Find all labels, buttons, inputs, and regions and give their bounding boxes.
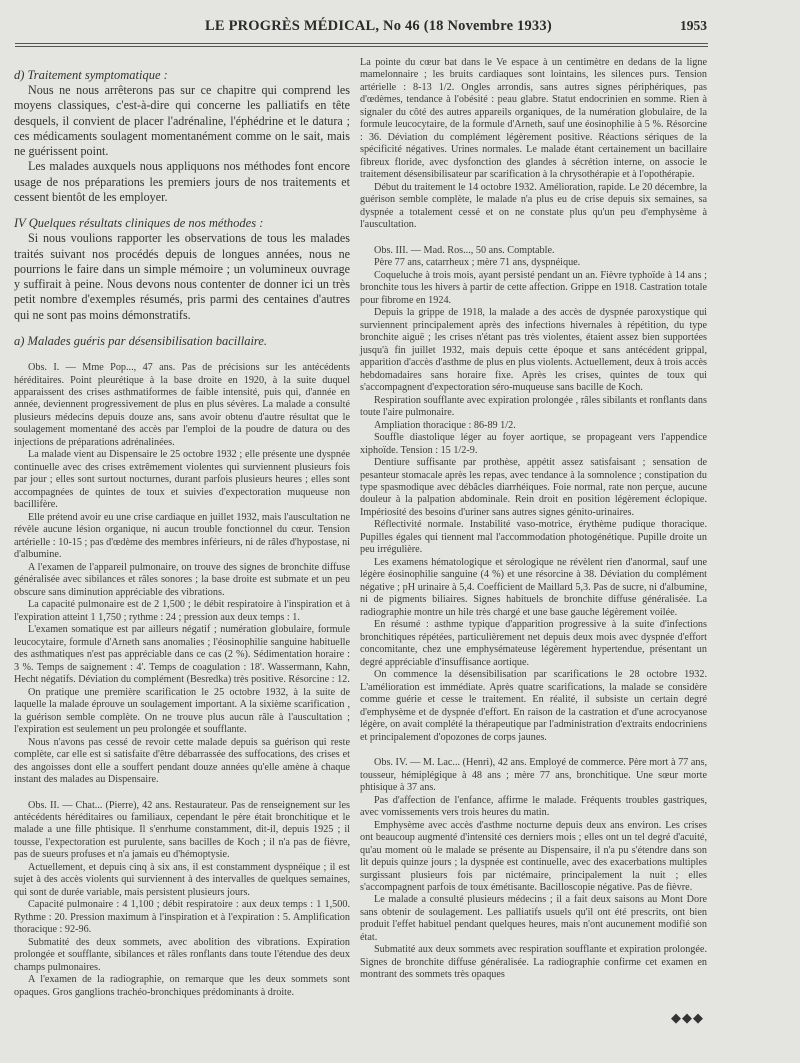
body-paragraph: Submatité aux deux sommets avec respiration soufflante et expiration prolongée. Signes de bronchite diffuse généralisée. La radiographie confirme cet examen en montrant des sommets très opaques — [360, 944, 707, 981]
body-paragraph: La capacité pulmonaire est de 2 1,500 ; le débit respiratoire à l'inspiration et à l'expiration atteint 1 1,750 ; rythme : 24 ; pression aux deux temps : 1. — [14, 599, 350, 623]
body-paragraph: On pratique une première scarification le 25 octobre 1932, à la suite de laquelle la malade éprouve un soulagement important. A la sixième scarification , la guérison semble complète. On ne trouve plus aucun râle à l'auscultation ; l'expiration est seulement un peu prolongée et soufflante. — [14, 686, 350, 736]
case-observation-paragraph: Obs. IV. — M. Lac... (Henri), 42 ans. Employé de commerce. Père mort à 77 ans, tousseur, hémiplégique à 48 ans ; mère 77 ans, bronchitique. Une sœur morte phtisique à 37 ans. — [360, 757, 707, 794]
case-observation-paragraph: Obs. II. — Chat... (Pierre), 42 ans. Restaurateur. Pas de renseignement sur les antécédents héréditaires ou familiaux, cependant le père était bronchitique et le malade a une fille phtisique. Il s'enrhume constamment, dit-il, depuis 1925 ; il tousse, l'expectoration est purulente, sans bacilles de Koch ; il n'a pas de fièvre, pas de sueurs profuses et n'a jamais eu d'hémoptysie. — [14, 799, 350, 861]
body-paragraph: L'examen somatique est par ailleurs négatif ; numération globulaire, formule leucocytaire, formule d'Arneth sans anomalies ; l'éosinophilie sanguine habituelle des asthmatiques n'est pas appréciable dans ce cas (2 %). Sédimentation horaire : 3 %. Temps de saignement : 4'. Temps de coagulation : 18'. Wassermann, Kahn, Hecht négatifs. Déviation du complément (Besredka) très positive. Résorcine : 12. — [14, 624, 350, 686]
body-paragraph: Les malades auxquels nous appliquons nos méthodes font encore usage de nos préparations les premiers jours de nos traitements et cessent bientôt de les employer. — [14, 159, 350, 204]
header-rule — [15, 43, 708, 44]
body-paragraph: Capacité pulmonaire : 4 1,100 ; débit respiratoire : aux deux temps : 1 1,500. Rythme : 20. Pression maximum à l'inspiration et à l'expiration : 5. Amplification thoracique : 92-96. — [14, 899, 350, 936]
body-paragraph: Les examens hématologique et sérologique ne révèlent rien d'anormal, sauf une légère éosinophilie sanguine (4 %) et une résorcine à 38. Déviation du complément négative ; pH urinaire à 5,4. Coefficient de Maillard 5,3. Pas de sucre, ni d'albumine, ni de pigments biliaires. Signes habituels de bronchite diffuse généralisée. La radiographie montre un hile très chargé et une base gauche légèrement voilée. — [360, 556, 707, 618]
body-paragraph: Elle prétend avoir eu une crise cardiaque en juillet 1932, mais l'auscultation ne révèle aucune lésion organique, ni aucun trouble fonctionnel du cœur. Tension artérielle : 10-15 ; pas d'œdème des membres inférieurs, ni de râles d'hypostase, ni d'albumine. — [14, 511, 350, 561]
body-paragraph: Si nous voulions rapporter les observations de tous les malades traités suivant nos procédés depuis de longues années, nous ne pourrions le faire dans un simple mémoire ; un volumineux ouvrage y suffirait à peine. Nous devons nous contenter de donner ici un très petit nombre d'exemples résumés, pris parmi des centaines d'autres qui ne sont pas moins démonstratifs. — [14, 231, 350, 322]
body-paragraph: Submatité des deux sommets, avec abolition des vibrations. Expiration prolongée et soufflante, sibilances et râles ronflants dans toute l'étendue des deux champs pulmonaires. — [14, 936, 350, 973]
case-observation-paragraph: Obs. I. — Mme Pop..., 47 ans. Pas de précisions sur les antécédents héréditaires. Point pleurétique à la base droite en 1920, à la suite duquel apparaissent des crises asthmatiformes de faible intensité, puis qui, d'année en année, deviennent progressivement de plus en plus sévères. La malade a consulté plusieurs médecins depuis douze ans, sans avoir obtenu d'autre résultat que le soulagement momentané des accès par l'emploi de la poudre de datura ou des injections de préparations adrénalinées. — [14, 362, 350, 448]
section-heading: IV Quelques résultats cliniques de nos méthodes : — [14, 216, 264, 231]
section-heading: d) Traitement symptomatique : — [14, 68, 168, 82]
body-paragraph: Dentiure suffisante par prothèse, appétit assez satisfaisant ; sensation de pesanteur stomacale après les repas, avec tendance à la somnolence ; constipation du type spasmodique avec débâcles diarrhéiques. Foie normal, rate non perçue, aucune douleur à la palpation abdominale. Rein droit en position légèrement éclopique. Impériosité des besoins d'uriner sans autres signes génito-urinaires. — [360, 457, 707, 518]
continued-paragraph: La pointe du cœur bat dans le Ve espace à un centimètre en dedans de la ligne mamelonnaire ; les bruits cardiaques sont lointains, les silences purs. Tension artérielle : 8-13 1/2. Ongles arrondis, sans autres signes périphériques, pas d'œdèmes, tendance à l'obésité : peau glabre. Statut endocrinien en somme. Rien à signaler du côté des autres appareils organiques, de la numération globulaire, de la formule leucocytaire, de la formule d'Arneth, sauf une éosinophilie à 5 %. Résorcine : 36. Déviation du complément légèrement positive. Réactions sériques de la spécificité négatives. Urines normales. Le malade étant certainement un bacillaire fibreux floride, avec dysfonction des glandes à sécrétion interne, on associe le traitement désensibilisateur par scarification à la chrysothérapie et à l'opothérapie. — [360, 57, 707, 181]
body-paragraph: A l'examen de l'appareil pulmonaire, on trouve des signes de bronchite diffuse généralisée avec sibilances et râles sonores ; la base droite est submate et un peu obscure sans diminution appréciable des vibrations. — [14, 561, 350, 598]
running-title: LE PROGRÈS MÉDICAL, No 46 (18 Novembre 1933) — [205, 18, 552, 34]
header-rule-double — [15, 46, 708, 47]
body-paragraph: La malade vient au Dispensaire le 25 octobre 1932 ; elle présente une dyspnée continuelle avec des crises extrêmement violentes qui surviennent plusieurs fois par jour ; elles sont surtout nocturnes, durant parfois plusieurs heures ; elles sont accompagnées de quintes de toux et suivies d'expectoration muqueuse non bacillifère. — [14, 449, 350, 511]
body-paragraph: Réflectivité normale. Instabilité vaso-motrice, érythème pudique thoracique. Pupilles égales qui tiennent mal l'accommodation photogénétique. Pupille droite un peu irrégulière. — [360, 519, 707, 556]
body-paragraph: On commence la désensibilisation par scarifications le 28 octobre 1932. L'amélioration est immédiate. Après quatre scarifications, la malade se considère comme guérie et cesse le traitement. En réalité, il subsiste un certain degré d'emphysème et de dyspnée d'effort. En raison de la castration et d'une acrocyanose légère, on avait complété la thérapeutique par l'administration d'extraits endocriniens et principalement d'opozones de corps jaunes. — [360, 669, 707, 743]
body-paragraph: Actuellement, et depuis cinq à six ans, il est constamment dyspnéique ; il est sujet à des accès violents qui surviennent à des intervalles de quelques semaines, qui sont de durée variable, mais persistent plusieurs jours. — [14, 861, 350, 898]
body-paragraph: Coqueluche à trois mois, ayant persisté pendant un an. Fièvre typhoïde à 14 ans ; bronchite tous les hivers à partir de cette affection. Grippe en 1918. Castration totale pour fibrome en 1924. — [360, 269, 707, 306]
body-paragraph: Début du traitement le 14 octobre 1932. Amélioration, rapide. Le 20 décembre, la guérison semble complète, le malade n'a plus eu de crise depuis six semaines, sa dyspnée a totalement cessé et on ne constate plus qu'un peu d'emphysème à l'auscultation. — [360, 181, 707, 231]
body-paragraph: Père 77 ans, catarrheux ; mère 71 ans, dyspnéique. — [374, 257, 581, 269]
body-paragraph: Respiration soufflante avec expiration prolongée , râles sibilants et ronflants dans toute l'aire pulmonaire. — [360, 394, 707, 419]
body-paragraph: A l'examen de la radiographie, on remarque que les deux sommets sont opaques. Gros ganglions trachéo-bronchiques prédominants à droite. — [14, 974, 350, 998]
body-paragraph: Pas d'affection de l'enfance, affirme le malade. Fréquents troubles gastriques, avec vomissements vers trois heures du matin. — [360, 794, 707, 819]
body-paragraph: Le malade a consulté plusieurs médecins ; il a fait deux saisons au Mont Dore sans obtenir de soulagement. Les palliatifs usuels qu'il ont été prescrits, ont bien produit l'effet habituel pendant quelques heures, mais n'ont aucunement modifié son état. — [360, 894, 707, 943]
right-column — [360, 57, 707, 982]
section-heading: a) Malades guéris par désensibilisation bacillaire. — [14, 333, 267, 348]
body-paragraph: Souffle diastolique léger au foyer aortique, se propageant vers l'appendice xiphoïde. Tension : 15 1/2-9. — [360, 432, 707, 456]
body-paragraph: Nous n'avons pas cessé de revoir cette malade depuis sa guérison qui reste complète, car elle est si satisfaite d'être débarrassée des suffocations, des crises et des angoisses dont elle a souffert pendant douze années qu'elle amène à chaque instant des malades au Dispensaire. — [14, 736, 350, 786]
end-ornament: ◆◆◆ — [671, 1010, 704, 1025]
body-paragraph: Nous ne nous arrêterons pas sur ce chapitre qui comprend les moyens classiques, c'est-à-dire qui concerne les palliatifs en tête desquels, il convient de placer l'adrénaline, l'éphédrine et le datura ; ces médicaments soulagent momentanément comme on le sait, mais ne guérissent point. — [14, 83, 350, 159]
body-paragraph: Ampliation thoracique : 86-89 1/2. — [374, 419, 516, 431]
page-number: 1953 — [680, 18, 707, 33]
body-paragraph: En résumé : asthme typique d'apparition progressive à la suite d'infections bronchitiques répétées, particulièrement net depuis deux mois avec dyspnée d'effort concomitante, chez une emphysémateuse légèrement hypertendue, présentant un degré appréciable d'insuffisance aortique. — [360, 619, 707, 668]
body-paragraph: Depuis la grippe de 1918, la malade a des accès de dyspnée paroxystique qui surviennent principalement après des infections hivernales à répétition, du type bronchite aiguë ; les crises n'étant pas très violentes, étaient assez bien supportées jusqu'à fin juillet 1932, mais depuis cette époque et sans antécédent grippal, apparition d'accès d'asthme de plus en plus violents. Actuellement, deux à trois accès hebdomadaires sans horaire fixe. Après les crises, quintes de toux qui s'accompagnent d'expectoration séro-muqueuse sans bacille de Koch. — [360, 307, 707, 394]
case-observation-paragraph: Obs. III. — Mad. Ros..., 50 ans. Comptable. — [374, 244, 555, 256]
body-paragraph: Emphysème avec accès d'asthme nocturne depuis deux ans environ. Les crises ont beaucoup augmenté d'intensité ces derniers mois ; elles ont un tel degré d'acuité, qu'au moment où le malade se présente au Dispensaire, il n'a pu s'étendre dans son lit depuis quinze jours ; la dyspnée est continuelle, avec des exacerbations multiples surgissant plusieurs fois par nictémaire, principalement la nuit ; elles s'accompagnent parfois de toux émétisante. Bacilloscopie négative. Pas de fièvre. — [360, 819, 707, 893]
page-header — [0, 18, 800, 40]
left-column — [14, 57, 350, 999]
